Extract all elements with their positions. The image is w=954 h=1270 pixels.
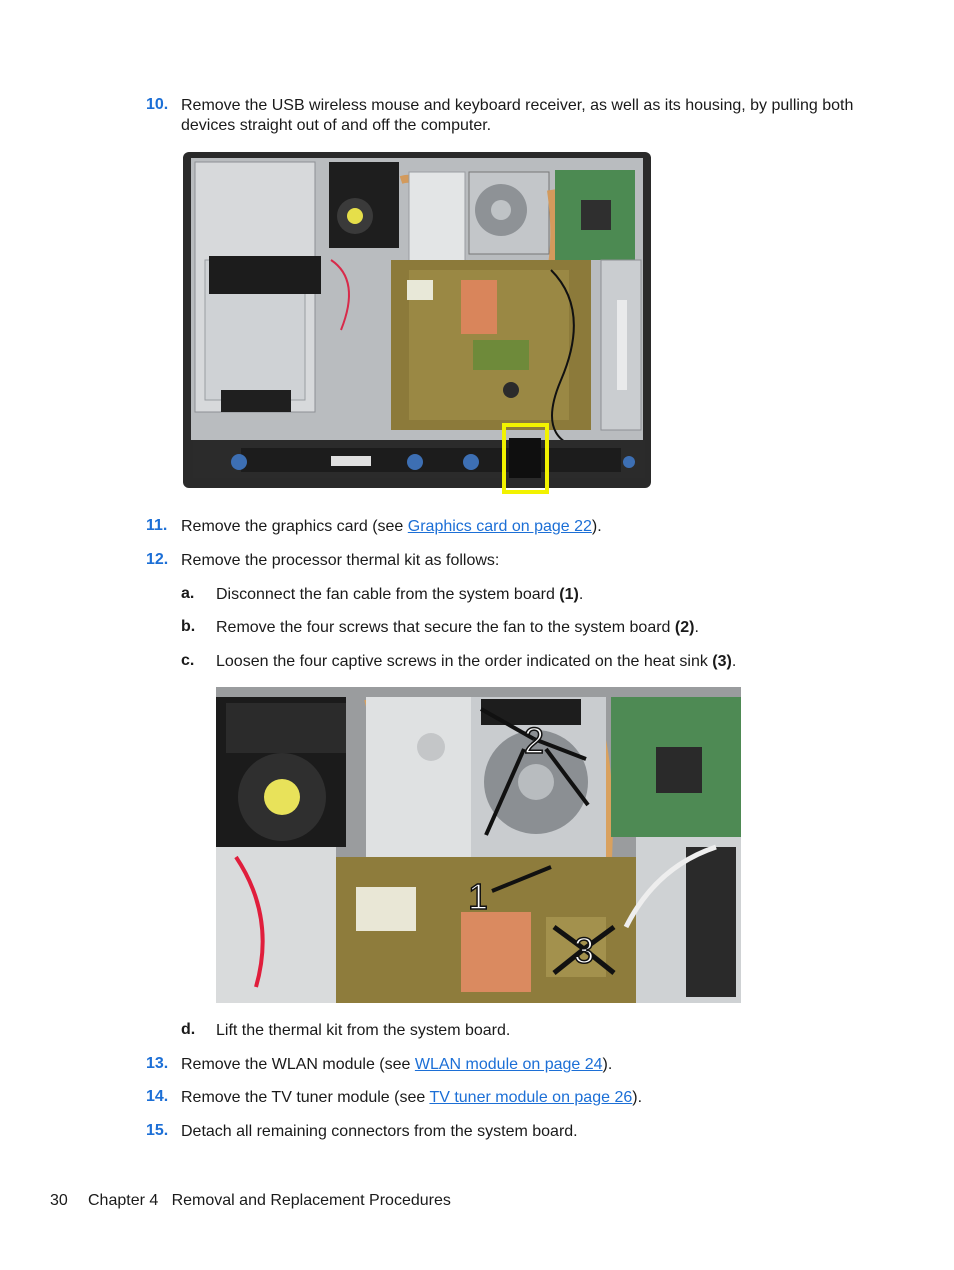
computer-interior-photo (181, 150, 669, 494)
substep-letter-d: d. (181, 1021, 196, 1038)
callout-ref-3: (3) (712, 653, 732, 670)
step-number-12: 12. (146, 551, 169, 568)
step-11-text-end: ). (591, 518, 602, 535)
chapter-title: Chapter 4 Removal and Replacement Procedures (88, 1192, 451, 1209)
graphics-card-link[interactable]: Graphics card on page 22 (407, 518, 592, 535)
callout-3-label: 3 (573, 930, 595, 971)
substep-c-text-end: . (731, 653, 737, 670)
substep-text-a (216, 585, 876, 605)
callout-1-label: 1 (467, 876, 489, 917)
step-11-text: Remove the graphics card (see (181, 518, 408, 535)
step-text-11 (181, 517, 871, 537)
thermal-kit-photo (216, 687, 741, 1003)
substep-a-text: Disconnect the fan cable from the system board (216, 586, 560, 603)
tv-tuner-module-link[interactable]: TV tuner module on page 26 (429, 1089, 633, 1106)
step-13-text: Remove the WLAN module (see (181, 1056, 415, 1073)
substep-letter-a: a. (181, 585, 195, 602)
callout-ref-1: (1) (559, 586, 579, 603)
step-14-text-end: ). (632, 1089, 643, 1106)
callout-ref-2: (2) (674, 619, 695, 636)
step-number-11: 11. (146, 517, 168, 534)
step-text-12: Remove the processor thermal kit as follows: (181, 552, 500, 569)
step-number-13: 13. (146, 1055, 169, 1072)
step-text-15: Detach all remaining connectors from the system board. (181, 1123, 578, 1140)
substep-a-text-end: . (578, 586, 584, 603)
step-text-10: Remove the USB wireless mouse and keyboard receiver, as well as its housing, by pulling both devices straight out of and off the computer. (181, 97, 854, 134)
substep-text-b (216, 618, 876, 638)
substep-b-text-end: . (694, 619, 699, 636)
step-text-13 (181, 1055, 871, 1075)
wlan-module-link[interactable]: WLAN module on page 24 (414, 1056, 603, 1073)
page-number: 30 (50, 1192, 68, 1209)
step-14-text: Remove the TV tuner module (see (181, 1089, 430, 1106)
substep-text-c (216, 652, 876, 672)
substep-text-d: Lift the thermal kit from the system board. (216, 1022, 511, 1039)
step-number-14: 14. (146, 1088, 169, 1105)
substep-c-text: Loosen the four captive screws in the order indicated on the heat sink (216, 653, 713, 670)
substep-letter-b: b. (181, 618, 196, 635)
step-number-15: 15. (146, 1122, 169, 1139)
step-number-10: 10. (146, 96, 169, 113)
substep-b-text: Remove the four screws that secure the fan to the system board (216, 619, 675, 636)
step-text-14 (181, 1088, 871, 1108)
callout-2-label: 2 (523, 720, 545, 761)
step-13-text-end: ). (602, 1056, 613, 1073)
substep-letter-c: c. (181, 652, 195, 669)
